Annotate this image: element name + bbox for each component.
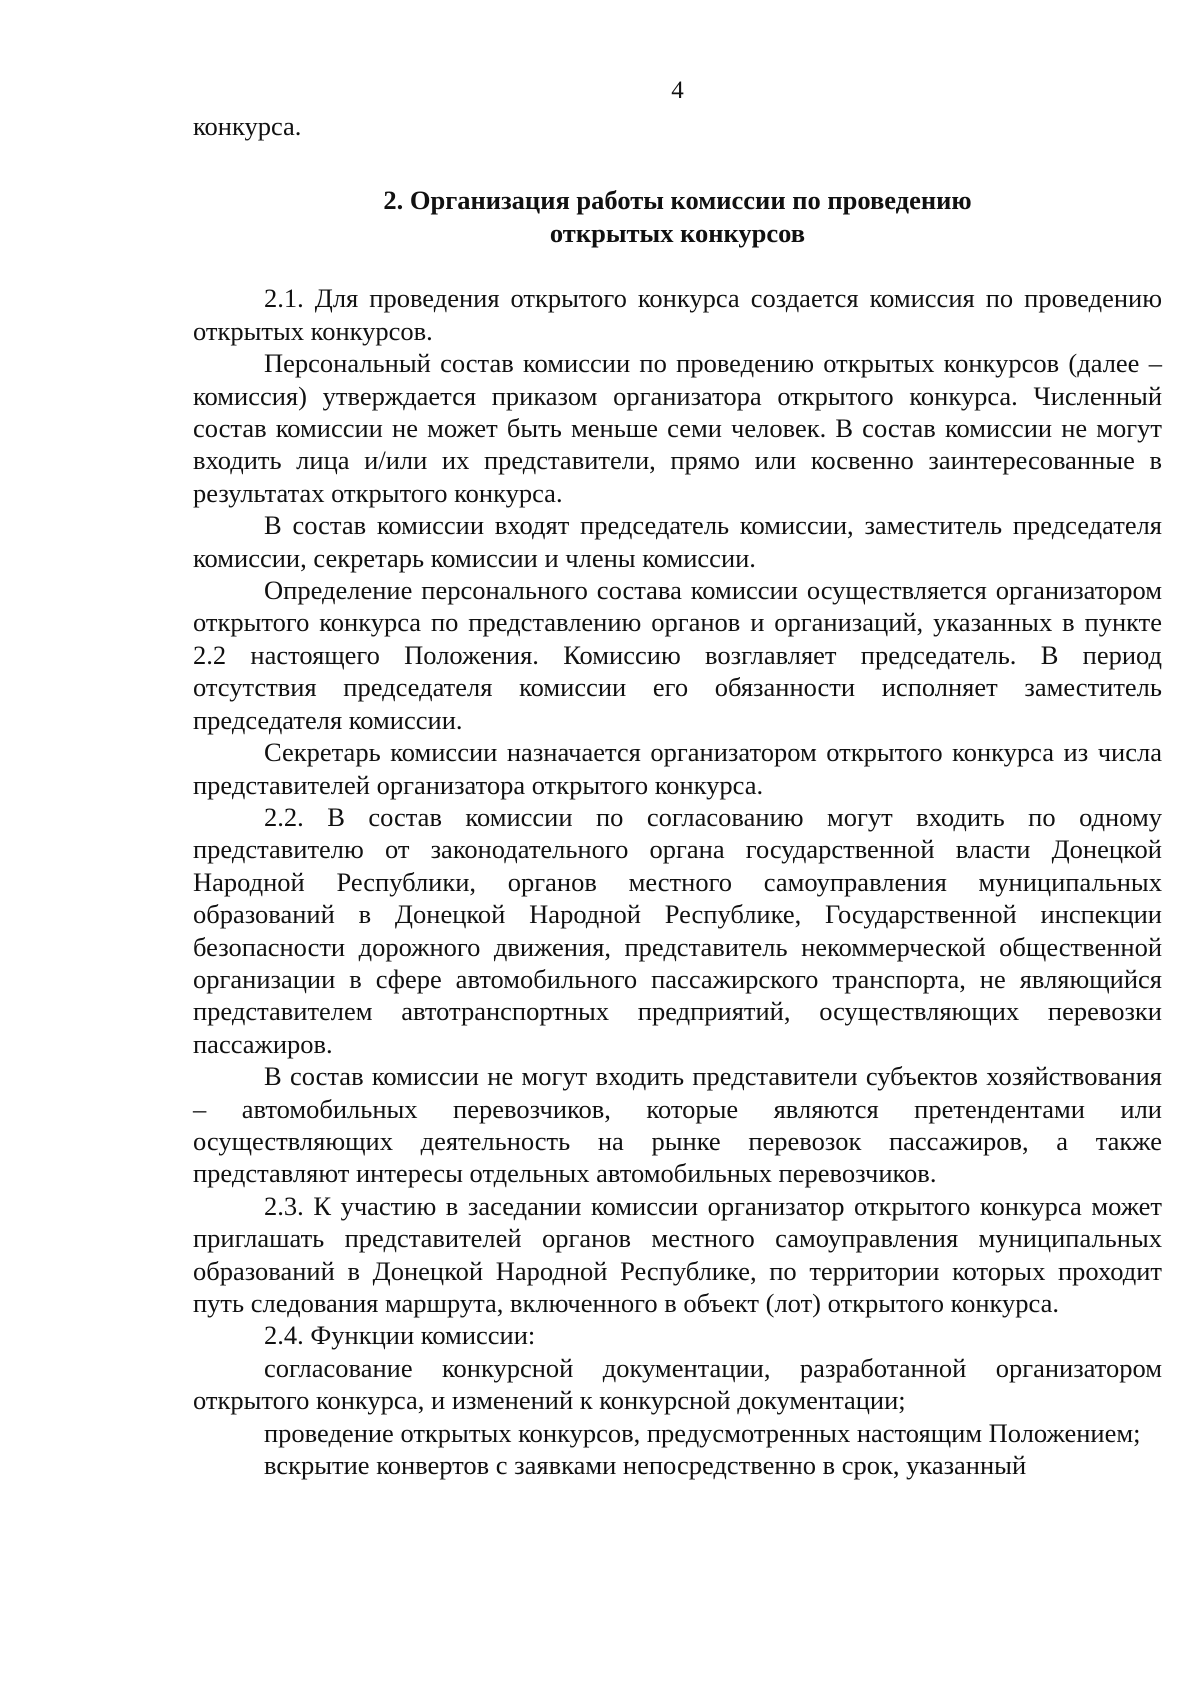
paragraph-personal-composition: Персональный состав комиссии по проведению открытых конкурсов (далее – комиссия) утверждается приказом организатора открытого конкурса. Численный состав комиссии не может быть меньше семи человек. В состав комиссии не могут входить лица и/или их представители, прямо или косвенно заинтересованные в результатах открытого конкурса. <box>193 348 1162 508</box>
section-heading-line-2: открытых конкурсов <box>549 218 806 249</box>
continuation-text: конкурса. <box>193 111 302 141</box>
section-heading <box>193 184 1162 250</box>
paragraph-exclusions: В состав комиссии не могут входить представители субъектов хозяйствования – автомобильных перевозчиков, которые являются претендентами или осуществляющих деятельность на рынке перевозок пассажиров, а также представляют интересы отдельных автомобильных перевозчиков. <box>193 1061 1162 1189</box>
section-heading-line-1: 2. Организация работы комиссии по проведению <box>383 185 972 216</box>
paragraph-composition-definition: Определение персонального состава комиссии осуществляется организатором открытого конкурса по представлению органов и организаций, указанных в пункте 2.2 настоящего Положения. Комиссию возглавляет председатель. В период отсутствия председателя комиссии его обязанности исполняет заместитель председателя комиссии. <box>193 575 1162 735</box>
paragraph-secretary: Секретарь комиссии назначается организатором открытого конкурса из числа представителей организатора открытого конкурса. <box>193 737 1162 800</box>
list-item-conducting: проведение открытых конкурсов, предусмотренных настоящим Положением; <box>264 1417 1141 1448</box>
paragraph-2-3: 2.3. К участию в заседании комиссии организатор открытого конкурса может приглашать представителей органов местного самоуправления муниципальных образований в Донецкой Народной Республике, по территории которых проходит путь следования маршрута, включенного в объект (лот) открытого конкурса. <box>193 1190 1162 1318</box>
list-item-opening-envelopes: вскрытие конвертов с заявками непосредственно в срок, указанный <box>264 1450 1027 1481</box>
document-body <box>193 110 1162 1481</box>
paragraph-2-1: 2.1. Для проведения открытого конкурса создается комиссия по проведению открытых конкурсов. <box>193 283 1162 346</box>
page-number: 4 <box>671 77 684 104</box>
list-item-approval: согласование конкурсной документации, разработанной организатором открытого конкурса, и изменений к конкурсной документации; <box>193 1352 1162 1416</box>
paragraph-2-2: 2.2. В состав комиссии по согласованию могут входить по одному представителю от законодательного органа государственной власти Донецкой Народной Республики, органов местного самоуправления муниципальных образований в Донецкой Народной Республике, Государственной инспекции безопасности дорожного движения, представитель некоммерческой общественной организации в сфере автомобильного пассажирского транспорта, не являющийся представителем автотранспортных предприятий, осуществляющих перевозки пассажиров. <box>193 801 1162 1059</box>
paragraph-2-4: 2.4. Функции комиссии: <box>264 1320 536 1351</box>
paragraph-commission-members: В состав комиссии входят председатель комиссии, заместитель председателя комиссии, секретарь комиссии и члены комиссии. <box>193 510 1162 573</box>
